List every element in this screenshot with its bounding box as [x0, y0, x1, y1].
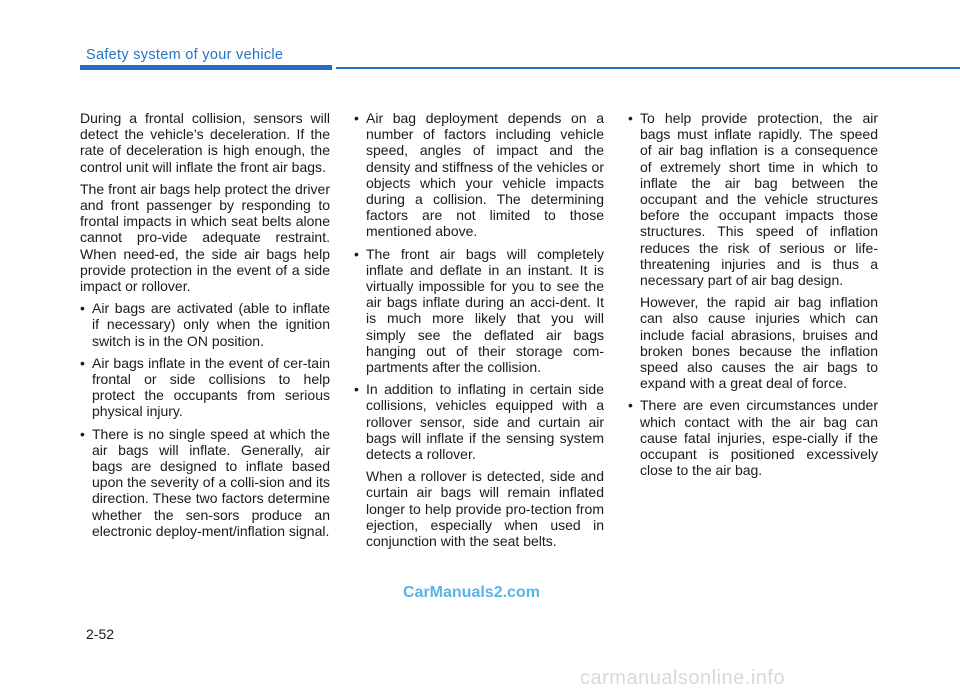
bullet-item: • Air bag deployment depends on a number of factors including vehicle speed, angles of impact and the density and stiffness of the vehicles or objects which your vehicle impacts during a collision. The determining factors are not limited to those mentioned above. — [354, 110, 604, 240]
bullet-item: • The front air bags will completely inflate and deflate in an instant. It is virtually impossible for you to see the air bags inflate during an acci-dent. It is much more likely that you will simply see the deflated air bags hanging out of their storage com-partments after the collision. — [354, 246, 604, 376]
text-column-1 — [80, 110, 330, 545]
bullet-text: To help provide protection, the air bags must inflate rapidly. The speed of air bag inflation is a consequence of extremely short time in which to inflate the air bag between the occupant and the vehicle structures before the occupant impacts those structures. This speed of inflation reduces the risk of serious or life-threatening injuries and is thus a necessary part of air bag design. — [640, 110, 878, 289]
bullet-list — [80, 300, 330, 539]
bullet-text: In addition to inflating in certain side collisions, vehicles equipped with a rollover sensor, side and curtain air bags will inflate if the sensing system detects a rollover. — [366, 381, 604, 463]
bullet-item: • There is no single speed at which the air bags will inflate. Generally, air bags are designed to inflate based upon the severity of a colli-sion and its direction. These two factors determine whether the sen-sors produce an electronic deploy-ment/inflation signal. — [80, 426, 330, 539]
bullet-continuation: However, the rapid air bag inflation can also cause injuries which can include facial abrasions, bruises and broken bones because the inflation speed also causes the air bags to expand with a great deal of force. — [640, 294, 878, 392]
text-column-2 — [354, 110, 604, 555]
text-column-3 — [628, 110, 878, 484]
paragraph: During a frontal collision, sensors will detect the vehicle’s deceleration. If the rate of deceleration is high enough, the control unit will inflate the front air bags. — [80, 110, 330, 175]
section-title: Safety system of your vehicle — [86, 47, 284, 63]
bullet-list — [354, 110, 604, 549]
header-rule-thin — [336, 67, 960, 69]
page-number: 2-52 — [86, 626, 115, 642]
header-rule-thick — [80, 65, 332, 70]
bullet-continuation: When a rollover is detected, side and curtain air bags will remain inflated longer to help provide pro-tection from ejection, especially when used in conjunction with the seat belts. — [366, 468, 604, 550]
bullet-item — [354, 381, 604, 549]
bullet-item: • There are even circumstances under which contact with the air bag can cause fatal injuries, espe-cially if the occupant is positioned excessively close to the air bag. — [628, 397, 878, 478]
watermark-link[interactable]: CarManuals2.com — [403, 584, 540, 601]
paragraph: The front air bags help protect the driver and front passenger by responding to frontal impacts in which seat belts alone cannot pro-vide adequate restraint. When need-ed, the side air bags help provide protection in the event of a side impact or rollover. — [80, 180, 330, 295]
bullet-item: • Air bags inflate in the event of cer-tain frontal or side collisions to help protect the occupants from serious physical injury. — [80, 355, 330, 420]
footer-watermark: carmanualsonline.info — [580, 667, 786, 689]
bullet-item: • Air bags are activated (able to inflate if necessary) only when the ignition switch is in the ON position. — [80, 300, 330, 349]
bullet-list — [628, 110, 878, 478]
bullet-item — [628, 110, 878, 391]
